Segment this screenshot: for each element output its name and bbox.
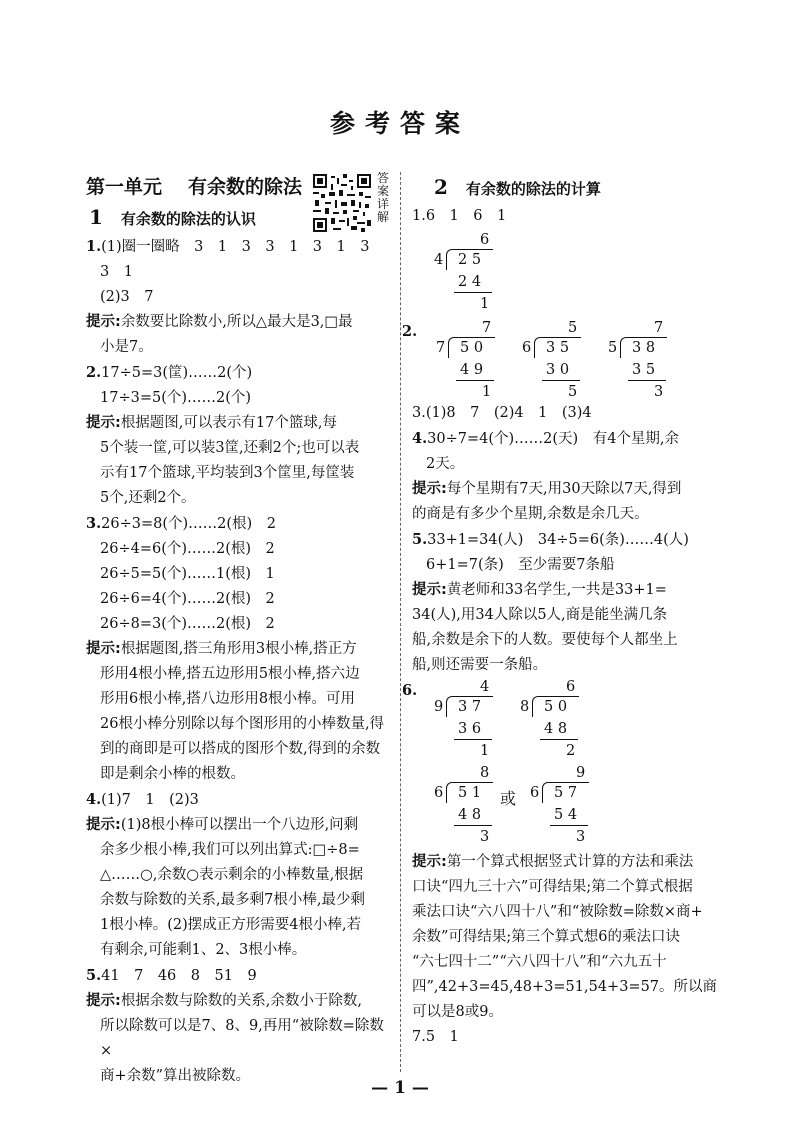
unit-heading [86, 172, 392, 202]
quotient: 4 [480, 679, 490, 695]
remainder: 3 [480, 829, 490, 845]
quotient: 9 [576, 765, 586, 781]
unit-title: 第一单元 [86, 176, 163, 198]
hint-label: 提示: [86, 314, 121, 330]
answer-line [412, 426, 718, 452]
answer-line [412, 553, 718, 578]
answer-line [86, 687, 392, 712]
lesson-heading-2 [412, 172, 718, 204]
dividend: 5 7 [554, 785, 578, 801]
remainder: 1 [482, 384, 492, 400]
divisor: 8 [520, 699, 530, 715]
answer-line [86, 1014, 392, 1064]
line-text: 34(人),用34人除以5人,商是能坐满几条 [412, 607, 668, 623]
line-text: 17÷3=5(个)……2(个) [100, 390, 252, 406]
left-column [86, 172, 392, 1089]
hint-line [412, 975, 718, 1000]
product: 3 0 [546, 362, 570, 378]
line-text: 5个,还剩2个。 [100, 490, 196, 506]
answer-line [86, 461, 392, 486]
product: 3 6 [458, 721, 482, 737]
division-bracket [534, 337, 581, 358]
hint-label: 提示: [86, 415, 121, 431]
line-text: 余数要比除数小,所以△最大是3,□最 [120, 314, 353, 330]
line-text: 有剩余,可能剩1、2、3根小棒。 [100, 942, 307, 958]
hint-line [412, 925, 718, 950]
division-line [454, 739, 492, 740]
remainder: 2 [566, 743, 576, 759]
line-text: 船,余数是余下的人数。要使每个人都坐上 [412, 632, 678, 648]
answer-line [86, 234, 392, 260]
lesson-number-2: 2 [434, 175, 448, 199]
lesson-name-2: 有余数的除法的计算 [465, 180, 601, 198]
long-division [608, 319, 668, 401]
hint-line [412, 900, 718, 925]
line-text: 26根小棒分别除以每个图形用的小棒数量,得 [100, 716, 385, 732]
line-text: 1根小棒。(2)摆成正方形需要4根小棒,若 [100, 917, 362, 933]
hint-label: 提示: [412, 582, 447, 598]
answer-line [86, 762, 392, 787]
answer-line [86, 863, 392, 888]
answer-q5 [412, 527, 718, 678]
lesson-number: 1 [89, 205, 103, 229]
answer-q4 [412, 426, 718, 527]
answer-line [86, 386, 392, 411]
page-title: 参考答案 [329, 109, 470, 138]
line-text: 可以是8或9。 [412, 1004, 503, 1020]
answer-line [86, 486, 392, 511]
division-line [456, 380, 494, 381]
division-group-1 [412, 229, 718, 319]
question-number: 5. [412, 531, 428, 548]
answer-line [86, 913, 392, 938]
divisor: 4 [434, 252, 444, 268]
quotient: 6 [566, 679, 576, 695]
remainder: 3 [576, 829, 586, 845]
answer-q6: 6. [402, 682, 418, 699]
question-number: 4. [86, 791, 102, 808]
answer-line [86, 938, 392, 963]
left-answer-lines [86, 234, 392, 1089]
question-number: 5. [86, 967, 102, 984]
answer-line [86, 511, 392, 537]
answer-line [412, 527, 718, 553]
division-group-6 [402, 678, 718, 850]
column-divider [400, 172, 401, 1072]
remainder: 3 [654, 384, 664, 400]
answer-line [86, 612, 392, 637]
answer-line [86, 436, 392, 461]
question-number: 4. [412, 430, 428, 447]
line-text: 每个星期有7天,用30天除以7天,得到 [446, 481, 682, 497]
line-text: (1)圈一圈略 3 1 3 3 1 3 1 3 [101, 239, 370, 255]
hint-line [412, 950, 718, 975]
qr-label: 答案详解 [376, 171, 389, 224]
hint-line [86, 813, 392, 838]
line-text: 41 7 46 8 51 9 [101, 968, 257, 984]
answer-line [86, 662, 392, 687]
line-text: “六七四十二”“六八四十八”和“六九五十 [412, 954, 667, 970]
answer-line [86, 360, 392, 386]
line-text: 3 1 [100, 264, 133, 280]
hint-line [412, 850, 718, 875]
hint-line [412, 603, 718, 628]
line-text: (1)7 1 (2)3 [101, 792, 199, 808]
division-group-2 [402, 319, 718, 401]
right-column [402, 172, 718, 1050]
product: 4 8 [544, 721, 568, 737]
division-bracket [446, 696, 493, 717]
hint-line [86, 310, 392, 335]
division-bracket [446, 249, 493, 270]
division-bracket [448, 337, 495, 358]
line-text: 根据题图,可以表示有17个篮球,每 [120, 415, 337, 431]
dividend: 5 0 [460, 340, 484, 356]
answer-line [86, 838, 392, 863]
line-text: 根据余数与除数的关系,余数小于除数, [120, 993, 363, 1009]
hint-label: 提示: [86, 641, 121, 657]
line-text: 26÷8=3(个)……2(根) 2 [100, 616, 275, 632]
line-text: 商+余数”算出被除数。 [100, 1068, 251, 1084]
answer-line [412, 452, 718, 477]
line-text: 余多少根小棒,我们可以列出算式:□÷8= [100, 842, 360, 858]
hint-q6 [412, 850, 718, 1025]
line-text: 示有17个篮球,平均装到3个筐里,每筐装 [100, 465, 355, 481]
hint-label: 提示: [412, 481, 447, 497]
product: 3 5 [632, 362, 656, 378]
line-text: 第一个算式根据竖式计算的方法和乘法 [446, 854, 694, 870]
line-text: 小是7。 [100, 339, 153, 355]
line-text: 根据题图,搭三角形用3根小棒,搭正方 [120, 641, 357, 657]
line-text: 30÷7=4(个)……2(天) 有4个星期,余 [427, 431, 680, 447]
division-line [454, 292, 492, 293]
quotient: 8 [480, 765, 490, 781]
division-line [454, 825, 492, 826]
answer-line [86, 562, 392, 587]
answer-q2: 2. [402, 323, 418, 340]
divisor: 6 [522, 340, 532, 356]
line-text: △……○,余数○表示剩余的小棒数量,根据 [100, 867, 364, 883]
unit-name: 有余数的除法 [188, 176, 303, 198]
divisor: 6 [434, 785, 444, 801]
line-text: 26÷4=6(个)……2(根) 2 [100, 541, 275, 557]
dividend: 3 7 [458, 699, 482, 715]
line-text: 黄老师和33名学生,一共是33+1= [446, 582, 667, 598]
answer-line [86, 737, 392, 762]
line-text: 形用4根小棒,搭五边形用5根小棒,搭六边 [100, 666, 360, 682]
dividend: 5 1 [458, 785, 482, 801]
hint-line [86, 411, 392, 436]
hint-line [412, 578, 718, 603]
line-text: 5个装一筐,可以装3筐,还剩2个;也可以表 [100, 440, 360, 456]
lesson-name: 有余数的除法的认识 [120, 210, 256, 228]
line-text: 6+1=7(条) 至少需要7条船 [426, 557, 615, 573]
page-number: — 1 — [371, 1078, 429, 1098]
line-text: 26÷6=4(个)……2(根) 2 [100, 591, 275, 607]
hint-line [412, 502, 718, 527]
hint-label: 提示: [412, 854, 447, 870]
line-text: 船,则还需要一条船。 [412, 657, 548, 673]
product: 2 4 [458, 274, 482, 290]
dividend: 3 8 [632, 340, 656, 356]
line-text: 所以除数可以是7、8、9,再用“被除数=除数× [100, 1018, 384, 1059]
divisor: 7 [436, 340, 446, 356]
answer-line [86, 587, 392, 612]
answer-line [86, 712, 392, 737]
remainder: 5 [568, 384, 578, 400]
product: 4 9 [460, 362, 484, 378]
line-text: 余数与除数的关系,最多剩7根小棒,最少剩 [100, 892, 365, 908]
line-text: (2)3 7 [100, 289, 154, 305]
division-line [542, 380, 580, 381]
hint-line [412, 628, 718, 653]
division-line [628, 380, 666, 381]
quotient: 7 [654, 320, 664, 336]
long-division [522, 319, 582, 401]
line-text: 形用6根小棒,搭八边形用8根小棒。可用 [100, 691, 356, 707]
or-text: 或 [500, 789, 517, 808]
product: 4 8 [458, 807, 482, 823]
quotient: 5 [568, 320, 578, 336]
division-line [550, 825, 588, 826]
division-bracket [620, 337, 667, 358]
answer-line [86, 260, 392, 285]
long-division [530, 764, 590, 846]
quotient: 6 [480, 232, 490, 248]
divisor: 9 [434, 699, 444, 715]
answer-line [86, 285, 392, 310]
long-division [434, 231, 494, 313]
remainder: 1 [480, 743, 490, 759]
hint-line [86, 637, 392, 662]
line-text: 四”,42+3=45,48+3=51,54+3=57。所以商 [412, 979, 718, 995]
long-division [436, 319, 496, 401]
question-number: 3. [86, 515, 102, 532]
division-bracket [542, 782, 589, 803]
long-division [520, 678, 580, 760]
line-text: 的商是有多少个星期,余数是余几天。 [412, 506, 649, 522]
long-division [434, 764, 494, 846]
line-text: 26÷3=8(个)……2(根) 2 [101, 516, 276, 532]
hint-line [412, 653, 718, 678]
dividend: 5 0 [544, 699, 568, 715]
answer-q7: 7.5 1 [412, 1029, 459, 1045]
answer-q3: 3.(1)8 7 (2)4 1 (3)4 [412, 405, 592, 421]
dividend: 2 5 [458, 252, 482, 268]
quotient: 7 [482, 320, 492, 336]
line-text: 到的商即是可以搭成的图形个数,得到的余数 [100, 741, 381, 757]
hint-line [412, 875, 718, 900]
remainder: 1 [480, 296, 490, 312]
answer-line [86, 335, 392, 360]
long-division [434, 678, 494, 760]
division-bracket [532, 696, 579, 717]
answer-line [86, 787, 392, 813]
hint-line [412, 1000, 718, 1025]
line-text: 口诀“四九三十六”可得结果;第二个算式根据 [412, 879, 693, 895]
line-text: 乘法口诀“六八四十八”和“被除数=除数×商+ [412, 904, 703, 920]
answer-line [86, 537, 392, 562]
line-text: 26÷5=5(个)……1(根) 1 [100, 566, 275, 582]
division-line [540, 739, 578, 740]
line-text: 33+1=34(人) 34÷5=6(条)……4(人) [427, 532, 689, 548]
division-bracket [446, 782, 493, 803]
answer-q1: 1.6 1 6 1 [412, 208, 507, 224]
answer-line [86, 963, 392, 989]
question-number: 2. [86, 364, 102, 381]
line-text: 即是剩余小棒的根数。 [100, 766, 245, 782]
hint-label: 提示: [86, 817, 121, 833]
answer-line [86, 888, 392, 913]
question-number: 1. [86, 238, 102, 255]
line-text: 17÷5=3(筐)……2(个) [101, 365, 253, 381]
line-text: (1)8根小棒可以摆出一个八边形,问剩 [120, 817, 359, 833]
dividend: 3 5 [546, 340, 570, 356]
hint-label: 提示: [86, 993, 121, 1009]
line-text: 2天。 [426, 456, 465, 472]
lesson-heading [86, 202, 392, 234]
hint-line [412, 477, 718, 502]
divisor: 5 [608, 340, 618, 356]
product: 5 4 [554, 807, 578, 823]
hint-line [86, 989, 392, 1014]
line-text: 余数”可得结果;第三个算式想6的乘法口诀 [412, 929, 681, 945]
divisor: 6 [530, 785, 540, 801]
